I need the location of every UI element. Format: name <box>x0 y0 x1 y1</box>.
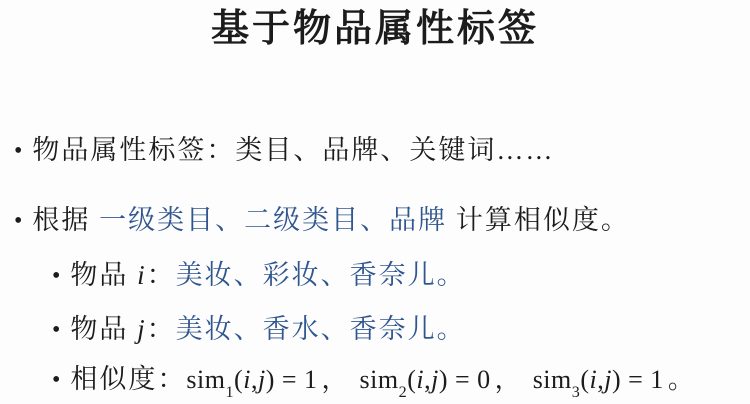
equals-value: = 1 <box>621 365 664 394</box>
comma: , <box>597 365 605 394</box>
paren-open: ( <box>407 365 417 394</box>
var-i: i <box>243 365 251 394</box>
bullet-text: 物品属性标签：类目、品牌、关键词…… <box>32 135 555 165</box>
slide-title: 基于物品属性标签 <box>210 8 539 50</box>
sub-bullet-item-i <box>52 256 466 295</box>
bullet-line-attribute-tags <box>14 131 554 170</box>
subscript: 2 <box>398 384 408 402</box>
sim-function: sim <box>186 365 226 394</box>
separator: ， <box>494 365 521 394</box>
bullet-icon: • <box>52 263 61 289</box>
formula-prefix: 相似度： <box>70 364 187 394</box>
comma: , <box>424 365 432 394</box>
sim-function: sim <box>359 365 399 394</box>
colon: ： <box>146 314 176 344</box>
separator: ， <box>321 365 348 394</box>
item-j-variable: j <box>137 314 145 344</box>
colon: ： <box>146 260 176 290</box>
formula-term-sim3 <box>532 365 694 402</box>
paren-open: ( <box>234 365 244 394</box>
bullet-text: 物品 <box>70 314 138 344</box>
paren-close: ) <box>611 365 622 394</box>
bullet-icon: • <box>52 367 61 393</box>
paren-close: ) <box>265 365 275 394</box>
period: 。 <box>667 365 694 394</box>
var-i: i <box>589 365 598 394</box>
bullet-icon: • <box>52 317 61 343</box>
paren-open: ( <box>580 365 590 394</box>
bullet-icon: • <box>14 208 23 234</box>
paren-close: ) <box>438 365 448 394</box>
sub-bullet-similarity-formula <box>52 360 694 402</box>
var-j: j <box>257 365 266 394</box>
bullet-text: 物品 <box>70 260 138 290</box>
var-j: j <box>604 365 612 394</box>
equals-value: = 0 <box>448 365 491 394</box>
subscript: 1 <box>225 384 235 402</box>
bullet-line-similarity-basis <box>14 201 630 240</box>
var-j: j <box>431 365 439 394</box>
bullet-text: 计算相似度。 <box>447 205 630 235</box>
equals-value: = 1 <box>274 365 318 394</box>
formula-term-sim1 <box>186 365 359 402</box>
comma: , <box>250 365 258 394</box>
sub-bullet-item-j <box>52 310 466 349</box>
bullet-text: 根据 <box>32 205 100 235</box>
subscript: 3 <box>571 384 581 402</box>
var-i: i <box>416 365 425 394</box>
sim-function: sim <box>532 365 572 394</box>
bullet-icon: • <box>14 138 23 164</box>
item-j-tags: 美妆、香水、香奈儿。 <box>175 314 466 344</box>
highlighted-tags: 一级类目、二级类目、品牌 <box>99 205 448 235</box>
formula-term-sim2 <box>359 365 533 402</box>
item-i-variable: i <box>137 260 145 290</box>
item-i-tags: 美妆、彩妆、香奈儿。 <box>175 260 466 290</box>
